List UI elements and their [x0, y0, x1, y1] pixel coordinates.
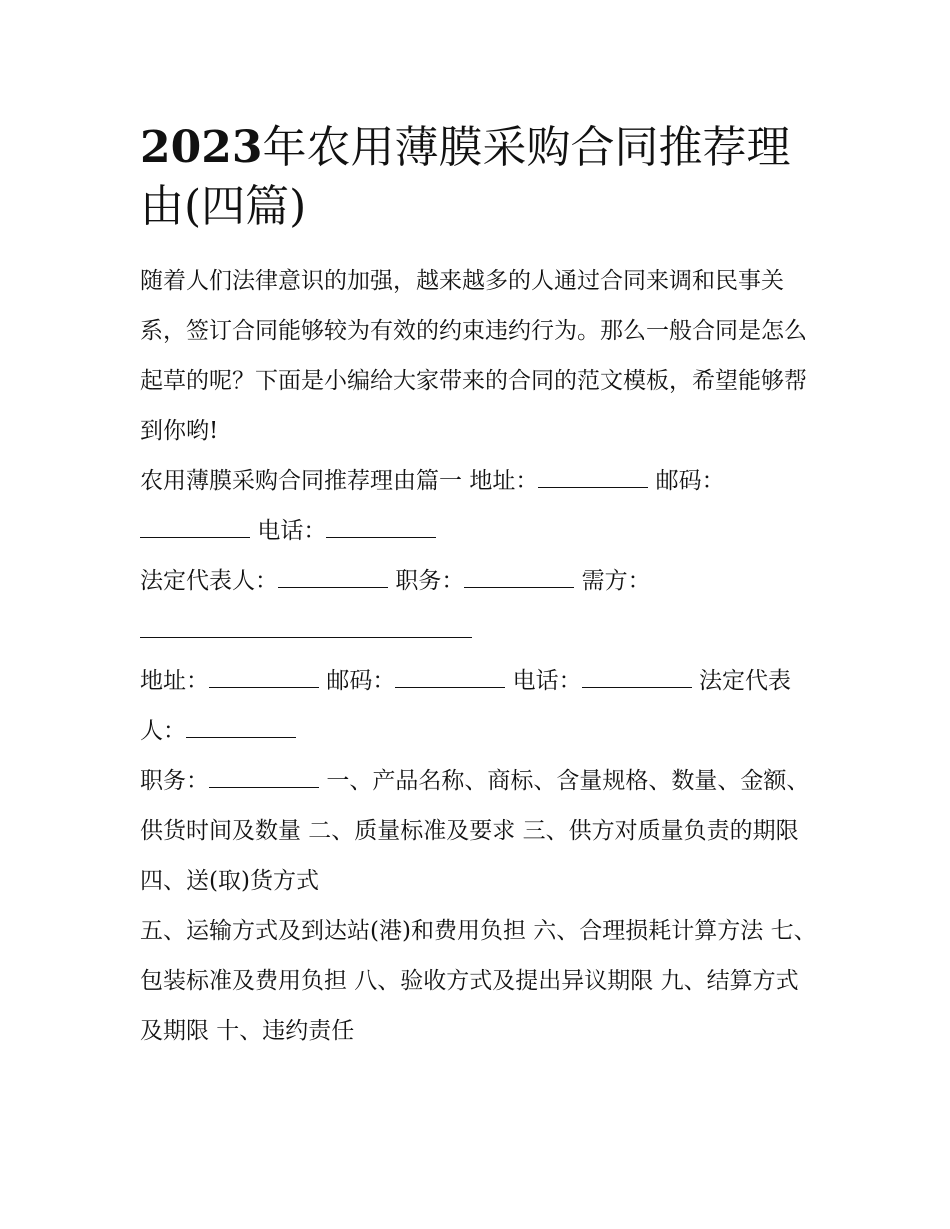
title-year: 2023 [140, 122, 263, 173]
buyer-address-blank [209, 686, 319, 688]
postcode-blank [140, 536, 250, 538]
clauses-paragraph-continued: 五、运输方式及到达站(港)和费用负担 六、合理损耗计算方法 七、包装标准及费用负担 八、验收方式及提出异议期限 九、结算方式及期限 十、违约责任 [140, 918, 817, 1044]
buyer-duty-blank [209, 786, 319, 788]
title-text: 年农用薄膜采购合同推荐理由(四篇) [140, 122, 791, 232]
buyer-info-line [140, 656, 820, 756]
phone-blank [326, 536, 436, 538]
postcode-label: 邮码： [655, 468, 725, 494]
buyer-phone-blank [582, 686, 692, 688]
buyer-postcode-blank [395, 686, 505, 688]
clauses-list: 一、产品名称、商标、含量规格、数量、金额、供货时间及数量 二、质量标准及要求 三、供方对质量负责的期限 四、送(取)货方式 [140, 768, 810, 894]
document-body [140, 256, 820, 1056]
address-label: 地址： [469, 468, 539, 494]
document-page [140, 118, 820, 1056]
buyer-rep-label: 法定代表人： [140, 668, 791, 744]
phone-label: 电话： [257, 518, 327, 544]
buyer-duty-label: 职务： [140, 768, 209, 794]
legal-rep-blank [278, 586, 388, 588]
duty-blank [464, 586, 574, 588]
supplier-rep-line [140, 556, 820, 656]
buyer-blank [140, 636, 472, 638]
legal-rep-label: 法定代表人： [140, 568, 278, 594]
section-heading: 农用薄膜采购合同推荐理由篇一 [140, 468, 462, 494]
buyer-postcode-label: 邮码： [326, 668, 396, 694]
intro-paragraph: 随着人们法律意识的加强，越来越多的人通过合同来调和民事关系，签订合同能够较为有效的约束违约行为。那么一般合同是怎么起草的呢？下面是小编给大家带来的合同的范文模板，希望能够帮到你哟! [140, 268, 807, 444]
address-blank [538, 486, 648, 488]
buyer-label: 需方： [581, 568, 651, 594]
buyer-address-label: 地址： [140, 668, 209, 694]
clauses-paragraph [140, 756, 820, 906]
duty-label: 职务： [395, 568, 465, 594]
page-title [140, 118, 820, 236]
buyer-rep-blank [186, 736, 296, 738]
supplier-info-line [140, 456, 820, 556]
buyer-phone-label: 电话： [512, 668, 582, 694]
